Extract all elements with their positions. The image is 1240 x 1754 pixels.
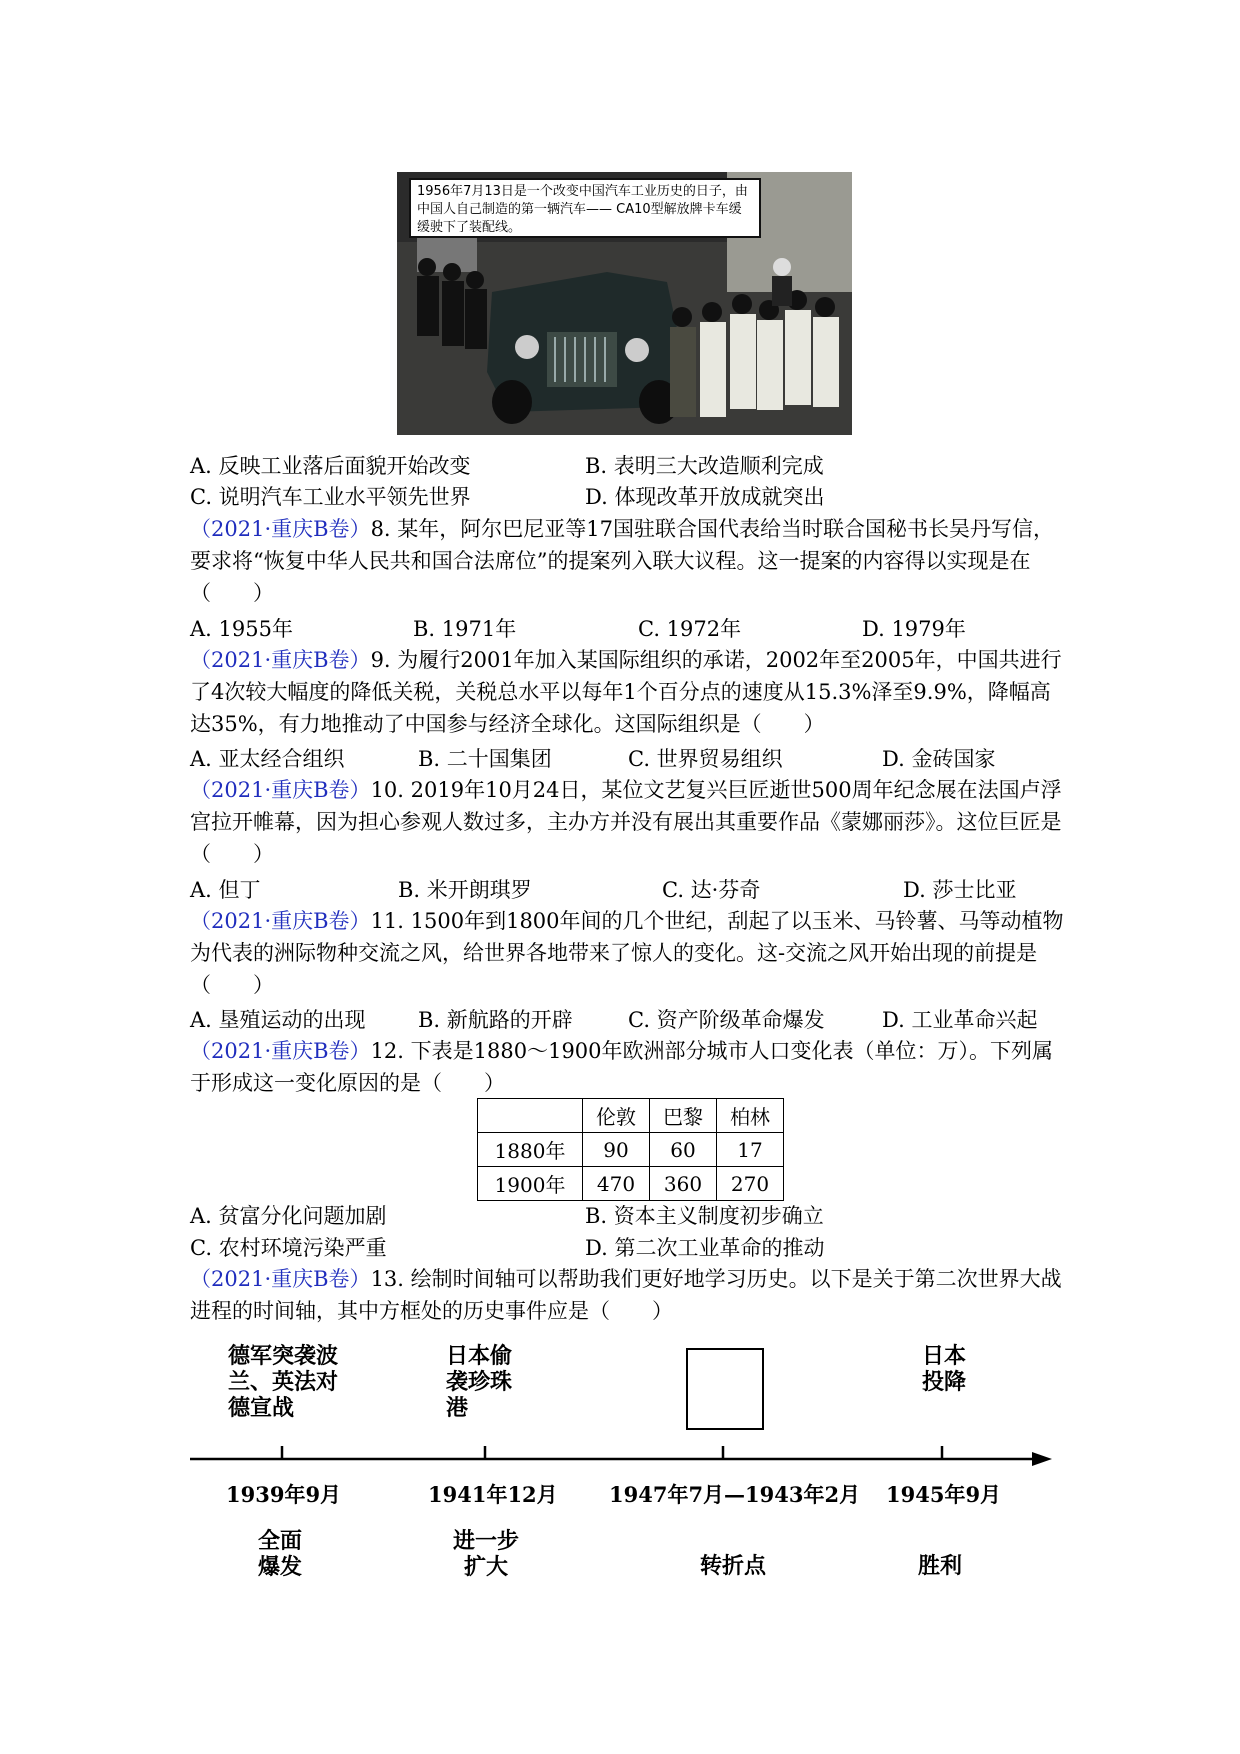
timeline-arrow-icon — [1032, 1452, 1052, 1466]
question-10-source: （2021·重庆B卷） — [190, 778, 371, 802]
question-10-text: 10. 2019年10月24日，某位文艺复兴巨匠逝世500周年纪念展在法国卢浮宫拉开帷幕，因为担心参观人数过多，主办方并没有展出其重要作品《蒙娜丽莎》。这位巨匠是（ ） — [190, 778, 1062, 866]
q11-option-c: C. 资产阶级革命爆发 — [628, 1008, 825, 1032]
q12-option-d: D. 第二次工业革命的推动 — [585, 1236, 825, 1260]
photo-caption: 1956年7月13日是一个改变中国汽车工业历史的日子，由中国人自己制造的第一辆汽车—— CA10型解放牌卡车缓缓驶下了装配线。 — [409, 178, 761, 238]
q9-option-d: D. 金砖国家 — [882, 747, 996, 771]
table-cell: 1900年 — [478, 1167, 583, 1201]
question-8-text: 8. 某年，阿尔巴尼亚等17国驻联合国代表给当时联合国秘书长吴丹写信，要求将“恢复中华人民共和国合法席位”的提案列入联大议程。这一提案的内容得以实现是在（ ） — [190, 517, 1054, 605]
question-9-source: （2021·重庆B卷） — [190, 648, 371, 672]
q12-option-a: A. 贫富分化问题加剧 — [190, 1204, 387, 1228]
q10-option-c: C. 达·芬奇 — [662, 878, 761, 902]
table-header-cell: 伦敦 — [583, 1099, 650, 1133]
question-11-source: （2021·重庆B卷） — [190, 909, 371, 933]
timeline-date-2: 1941年12月 — [428, 1482, 558, 1507]
timeline-date-3: 1947年7月—1943年2月 — [609, 1482, 861, 1507]
q8-option-b: B. 1971年 — [413, 617, 517, 641]
q7-option-b: B. 表明三大改造顺利完成 — [585, 454, 824, 478]
timeline-date-4: 1945年9月 — [886, 1482, 1002, 1507]
q8-option-a: A. 1955年 — [190, 617, 293, 641]
q12-option-c: C. 农村环境污染严重 — [190, 1236, 387, 1260]
timeline-event-2: 日本偷 袭珍珠 港 — [446, 1344, 513, 1421]
question-9-text: 9. 为履行2001年加入某国际组织的承诺，2002年至2005年，中国共进行了4次较大幅度的降低关税，关税总水平以每年1个百分点的速度从15.3%泽至9.9%，降幅高达35%，有力地推动了中国参与经济全球化。这国际组织是（ ） — [190, 648, 1062, 736]
q8-option-d: D. 1979年 — [862, 617, 966, 641]
table-cell: 60 — [650, 1133, 717, 1167]
table-cell: 1880年 — [478, 1133, 583, 1167]
timeline-stage-1: 全面 爆发 — [258, 1529, 303, 1580]
timeline-event-4: 日本 投降 — [922, 1344, 967, 1395]
table-header-cell: 柏林 — [717, 1099, 784, 1133]
question-12-text: 12. 下表是1880～1900年欧洲部分城市人口变化表（单位：万）。下列属于形成这一变化原因的是（ ） — [190, 1039, 1054, 1095]
q7-option-d: D. 体现改革开放成就突出 — [585, 485, 825, 509]
q9-option-a: A. 亚太经合组织 — [190, 747, 345, 771]
timeline-stage-3: 转折点 — [700, 1554, 767, 1579]
timeline-event-1: 德军突袭波 兰、英法对 德宣战 — [228, 1344, 339, 1421]
q10-option-d: D. 莎士比亚 — [903, 878, 1017, 902]
q9-option-c: C. 世界贸易组织 — [628, 747, 783, 771]
question-11-text: 11. 1500年到1800年间的几个世纪，刮起了以玉米、马铃薯、马等动植物为代表的洲际物种交流之风，给世界各地带来了惊人的变化。这-交流之风开始出现的前提是（ ） — [190, 909, 1064, 997]
q9-option-b: B. 二十国集团 — [418, 747, 552, 771]
q7-option-a: A. 反映工业落后面貌开始改变 — [190, 454, 471, 478]
table-header-cell: 巴黎 — [650, 1099, 717, 1133]
timeline-date-1: 1939年9月 — [226, 1482, 342, 1507]
q10-option-b: B. 米开朗琪罗 — [398, 878, 532, 902]
q10-option-a: A. 但丁 — [190, 878, 261, 902]
q11-option-b: B. 新航路的开辟 — [418, 1008, 573, 1032]
table-cell: 17 — [717, 1133, 784, 1167]
table-cell: 270 — [717, 1167, 784, 1201]
q11-option-a: A. 垦殖运动的出现 — [190, 1008, 366, 1032]
table-cell: 470 — [583, 1167, 650, 1201]
timeline-stage-4: 胜利 — [918, 1554, 963, 1579]
table-cell: 90 — [583, 1133, 650, 1167]
question-12-source: （2021·重庆B卷） — [190, 1039, 371, 1063]
q12-option-b: B. 资本主义制度初步确立 — [585, 1204, 824, 1228]
timeline-stage-2: 进一步 扩大 — [453, 1529, 520, 1580]
question-13-text: 13. 绘制时间轴可以帮助我们更好地学习历史。以下是关于第二次世界大战进程的时间轴，其中方框处的历史事件应是（ ） — [190, 1267, 1062, 1323]
question-8-source: （2021·重庆B卷） — [190, 517, 371, 541]
table-cell: 360 — [650, 1167, 717, 1201]
q11-option-d: D. 工业革命兴起 — [882, 1008, 1038, 1032]
q7-option-c: C. 说明汽车工业水平领先世界 — [190, 485, 471, 509]
q8-option-c: C. 1972年 — [638, 617, 742, 641]
question-13-source: （2021·重庆B卷） — [190, 1267, 371, 1291]
